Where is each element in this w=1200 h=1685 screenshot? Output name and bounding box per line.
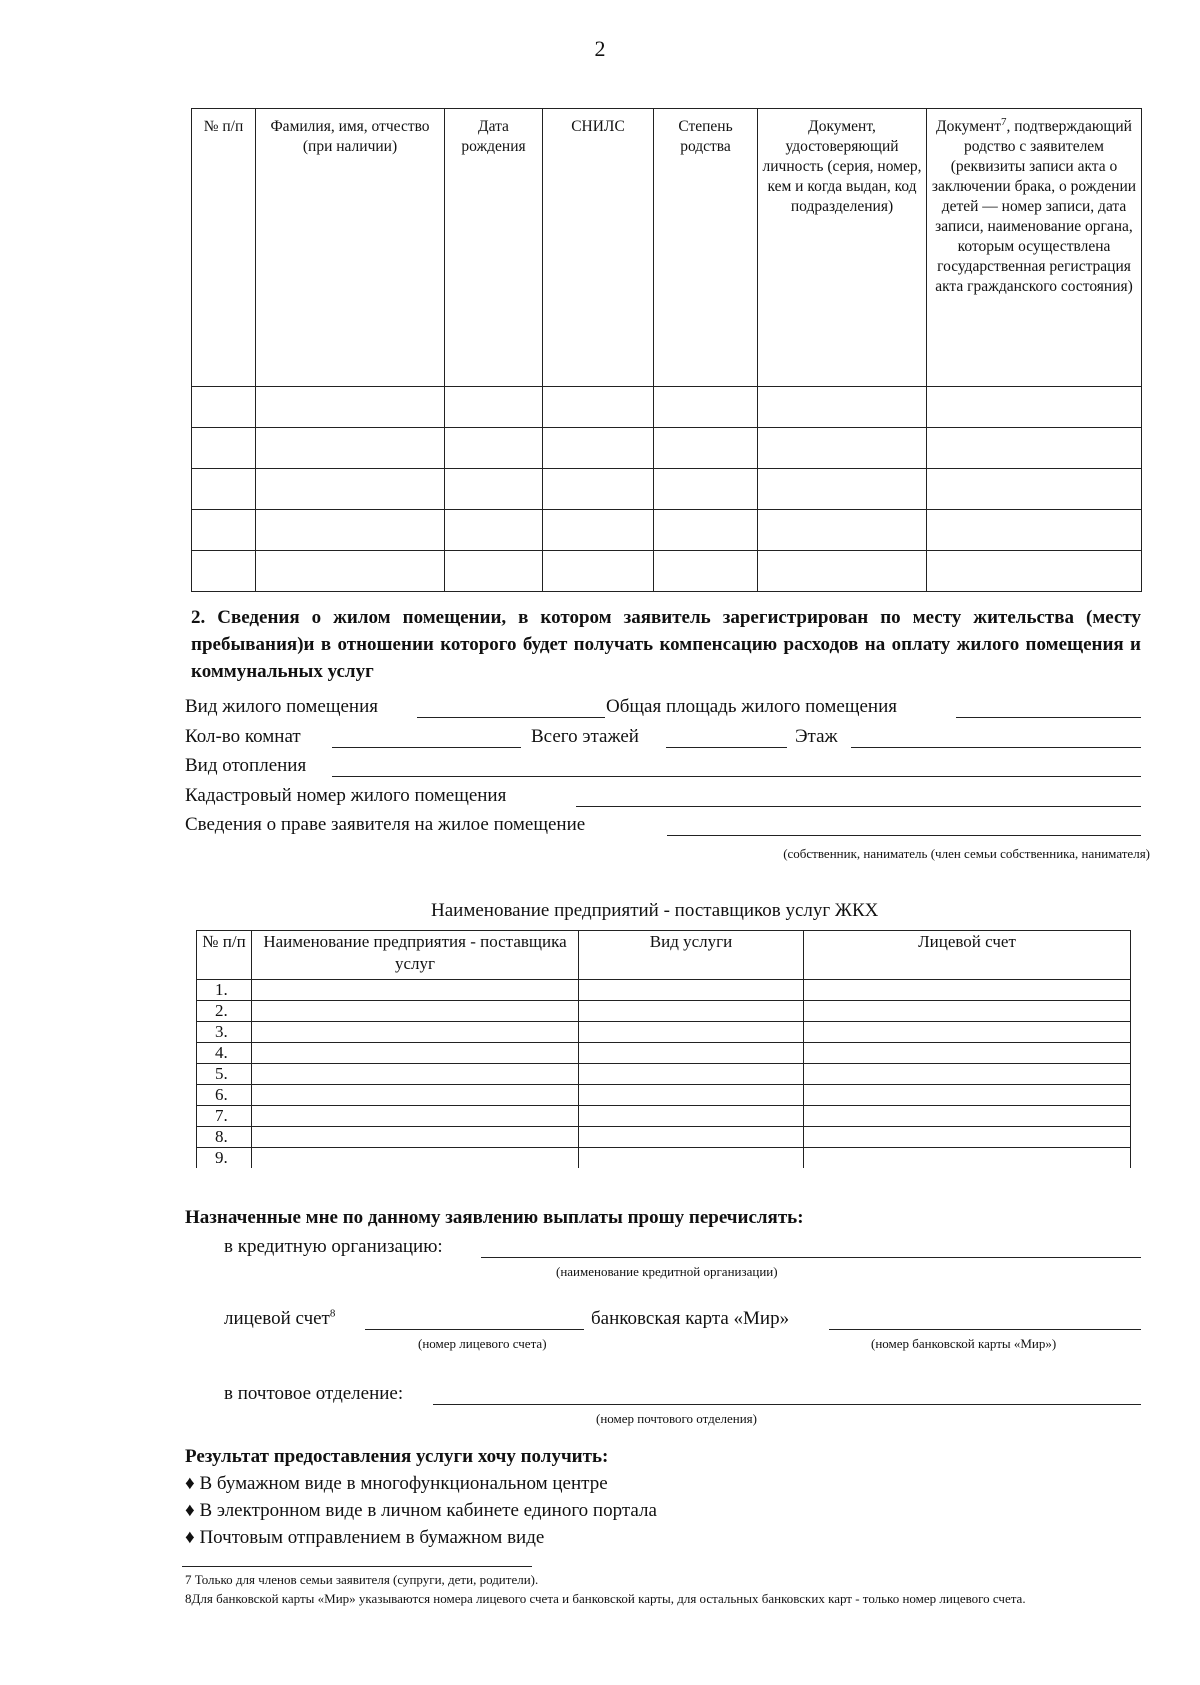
table-cell[interactable] <box>192 428 256 469</box>
service-type-cell[interactable] <box>579 1148 804 1169</box>
total-area-field[interactable] <box>956 717 1141 718</box>
row-number: 7. <box>197 1106 252 1127</box>
footnote-divider <box>182 1566 532 1567</box>
provider-cell[interactable] <box>252 1085 579 1106</box>
floors-total-field[interactable] <box>666 747 787 748</box>
col-header-birth-date: Дата рождения <box>445 109 543 387</box>
row-number: 1. <box>197 980 252 1001</box>
table-cell[interactable] <box>927 551 1142 592</box>
diamond-bullet-icon: ♦ <box>185 1500 195 1521</box>
service-type-cell[interactable] <box>579 1001 804 1022</box>
table-cell[interactable] <box>256 387 445 428</box>
table-row <box>197 1127 1131 1148</box>
table-cell[interactable] <box>543 387 654 428</box>
rooms-label: Кол-во комнат <box>185 726 301 747</box>
dwelling-type-label: Вид жилого помещения <box>185 696 379 717</box>
service-type-cell[interactable] <box>579 1106 804 1127</box>
rooms-field[interactable] <box>332 747 521 748</box>
table-cell[interactable] <box>256 510 445 551</box>
credit-org-label: в кредитную организацию: <box>224 1236 443 1257</box>
col-header-number: № п/п <box>192 109 256 387</box>
table-cell[interactable] <box>654 428 758 469</box>
table-cell[interactable] <box>654 469 758 510</box>
table-row <box>192 387 1142 428</box>
table-row <box>192 428 1142 469</box>
table-cell[interactable] <box>758 387 927 428</box>
row-number: 6. <box>197 1085 252 1106</box>
table-row <box>197 1001 1131 1022</box>
family-members-table <box>191 108 1142 592</box>
post-note: (номер почтового отделения) <box>596 1411 757 1426</box>
table-cell[interactable] <box>445 510 543 551</box>
table-row <box>192 469 1142 510</box>
cadastral-label: Кадастровый номер жилого помещения <box>185 785 507 806</box>
family-table-header-row <box>192 109 1142 387</box>
table-cell[interactable] <box>192 387 256 428</box>
table-row <box>192 551 1142 592</box>
heating-field[interactable] <box>332 776 1141 777</box>
col-header-kinship: Степень родства <box>654 109 758 387</box>
table-cell[interactable] <box>192 510 256 551</box>
table-row <box>197 1085 1131 1106</box>
table-cell[interactable] <box>543 428 654 469</box>
col-header-identity-document: Документ, удостоверяющий личность (серия, номер, кем и когда выдан, код подразделения) <box>758 109 927 387</box>
rights-label: Сведения о праве заявителя на жилое помещение <box>185 814 586 835</box>
col-header-kinship-document <box>927 109 1142 387</box>
result-option-label: В бумажном виде в многофункциональном центре <box>199 1473 608 1494</box>
account-cell[interactable] <box>804 1106 1131 1127</box>
table-cell[interactable] <box>927 428 1142 469</box>
service-type-cell[interactable] <box>579 1064 804 1085</box>
table-cell[interactable] <box>543 469 654 510</box>
table-cell[interactable] <box>758 428 927 469</box>
table-cell[interactable] <box>445 551 543 592</box>
row-number: 5. <box>197 1064 252 1085</box>
kinship-doc-title: Документ <box>936 118 1001 135</box>
table-cell[interactable] <box>256 551 445 592</box>
row-number: 3. <box>197 1022 252 1043</box>
section-2-heading: 2. Сведения о жилом помещении, в котором заявитель зарегистрирован по месту жительства (месту пребывания)и в отношении которого будет получать компенсацию расходов на оплату жилого помещения и коммунальных услуг <box>191 607 1141 682</box>
provider-cell[interactable] <box>252 1043 579 1064</box>
service-type-cell[interactable] <box>579 980 804 1001</box>
provider-cell[interactable] <box>252 1127 579 1148</box>
provider-cell[interactable] <box>252 980 579 1001</box>
service-type-cell[interactable] <box>579 1127 804 1148</box>
table-cell[interactable] <box>445 469 543 510</box>
table-row <box>192 510 1142 551</box>
result-option-label: В электронном виде в личном кабинете единого портала <box>199 1500 657 1521</box>
table-row <box>197 1106 1131 1127</box>
footnote-8: 8Для банковской карты «Мир» указываются номера лицевого счета и банковской карты, для остальных банковских карт - только номер лицевого счета. <box>185 1591 1026 1606</box>
provider-cell[interactable] <box>252 1106 579 1127</box>
card-note: (номер банковской карты «Мир») <box>871 1336 1057 1351</box>
col-header-service-type: Вид услуги <box>579 931 804 980</box>
footnote-ref-8: 8 <box>329 1307 336 1320</box>
service-type-cell[interactable] <box>579 1022 804 1043</box>
row-number: 8. <box>197 1127 252 1148</box>
col-header-provider-name: Наименование предприятия - поставщика услуг <box>252 931 579 980</box>
table-row <box>197 980 1131 1001</box>
footnote-7: 7 Только для членов семьи заявителя (супруги, дети, родители). <box>185 1572 539 1587</box>
footnote-ref-7: 7 <box>1000 115 1007 128</box>
diamond-bullet-icon: ♦ <box>185 1527 195 1548</box>
provider-cell[interactable] <box>252 1022 579 1043</box>
credit-org-note: (наименование кредитной организации) <box>556 1264 778 1279</box>
table-cell[interactable] <box>543 510 654 551</box>
account-cell[interactable] <box>804 1022 1131 1043</box>
account-cell[interactable] <box>804 1043 1131 1064</box>
rights-note: (собственник, наниматель (член семьи собственника, нанимателя) <box>783 846 1150 861</box>
provider-cell[interactable] <box>252 1001 579 1022</box>
account-note: (номер лицевого счета) <box>418 1336 547 1351</box>
utility-providers-table <box>196 930 1131 1168</box>
table-cell[interactable] <box>758 510 927 551</box>
result-option-mfc[interactable] <box>185 1473 608 1495</box>
table-cell[interactable] <box>927 387 1142 428</box>
services-table-title: Наименование предприятий - поставщиков услуг ЖКХ <box>431 900 879 921</box>
col-header-full-name: Фамилия, имя, отчество (при наличии) <box>256 109 445 387</box>
table-cell[interactable] <box>654 387 758 428</box>
services-header-row <box>197 931 1131 980</box>
post-field[interactable] <box>433 1404 1141 1405</box>
result-option-post[interactable] <box>185 1527 544 1549</box>
service-type-cell[interactable] <box>579 1043 804 1064</box>
payment-heading: Назначенные мне по данному заявлению выплаты прошу перечислять: <box>185 1207 804 1228</box>
result-heading: Результат предоставления услуги хочу получить: <box>185 1446 609 1467</box>
row-number: 2. <box>197 1001 252 1022</box>
result-option-label: Почтовым отправлением в бумажном виде <box>199 1527 545 1548</box>
table-cell[interactable] <box>192 469 256 510</box>
row-number: 4. <box>197 1043 252 1064</box>
account-cell[interactable] <box>804 980 1131 1001</box>
card-field[interactable] <box>829 1329 1141 1330</box>
account-cell[interactable] <box>804 1001 1131 1022</box>
col-header-number: № п/п <box>197 931 252 980</box>
table-cell[interactable] <box>654 551 758 592</box>
table-cell[interactable] <box>445 428 543 469</box>
table-row <box>197 1043 1131 1064</box>
post-label: в почтовое отделение: <box>224 1383 404 1404</box>
table-cell[interactable] <box>927 469 1142 510</box>
table-row <box>197 1022 1131 1043</box>
provider-cell[interactable] <box>252 1064 579 1085</box>
dwelling-type-field[interactable] <box>417 717 605 718</box>
account-cell[interactable] <box>804 1064 1131 1085</box>
table-cell[interactable] <box>192 551 256 592</box>
table-cell[interactable] <box>927 510 1142 551</box>
table-cell[interactable] <box>758 469 927 510</box>
total-area-label: Общая площадь жилого помещения <box>606 696 897 717</box>
provider-cell[interactable] <box>252 1148 579 1169</box>
table-cell[interactable] <box>654 510 758 551</box>
account-label-text: лицевой счет <box>224 1308 330 1329</box>
row-number: 9. <box>197 1148 252 1169</box>
service-type-cell[interactable] <box>579 1085 804 1106</box>
account-cell[interactable] <box>804 1127 1131 1148</box>
diamond-bullet-icon: ♦ <box>185 1473 195 1494</box>
table-row <box>197 1148 1131 1169</box>
col-header-account: Лицевой счет <box>804 931 1131 980</box>
table-row <box>197 1064 1131 1085</box>
account-field[interactable] <box>365 1329 584 1330</box>
result-option-portal[interactable] <box>185 1500 657 1522</box>
table-cell[interactable] <box>445 387 543 428</box>
account-cell[interactable] <box>804 1085 1131 1106</box>
credit-org-field[interactable] <box>481 1257 1141 1258</box>
floor-label: Этаж <box>795 726 838 747</box>
heating-label: Вид отопления <box>185 755 307 776</box>
col-header-snils: СНИЛС <box>543 109 654 387</box>
cadastral-field[interactable] <box>576 806 1141 807</box>
rights-field[interactable] <box>667 835 1141 836</box>
table-cell[interactable] <box>256 469 445 510</box>
card-label: банковская карта «Мир» <box>591 1308 790 1329</box>
page-number: 2 <box>594 36 606 61</box>
account-cell[interactable] <box>804 1148 1131 1169</box>
kinship-doc-description: , подтверждающий родство с заявителем (реквизиты записи акта о заключении брака, о рождении детей — номер записи, дата записи, наименование органа, которым осуществлена государственная регистрация акта гражданского состояния) <box>931 118 1137 295</box>
floors-total-label: Всего этажей <box>531 726 639 747</box>
floor-field[interactable] <box>851 747 1141 748</box>
table-cell[interactable] <box>543 551 654 592</box>
table-cell[interactable] <box>758 551 927 592</box>
account-label <box>224 1308 335 1330</box>
table-cell[interactable] <box>256 428 445 469</box>
